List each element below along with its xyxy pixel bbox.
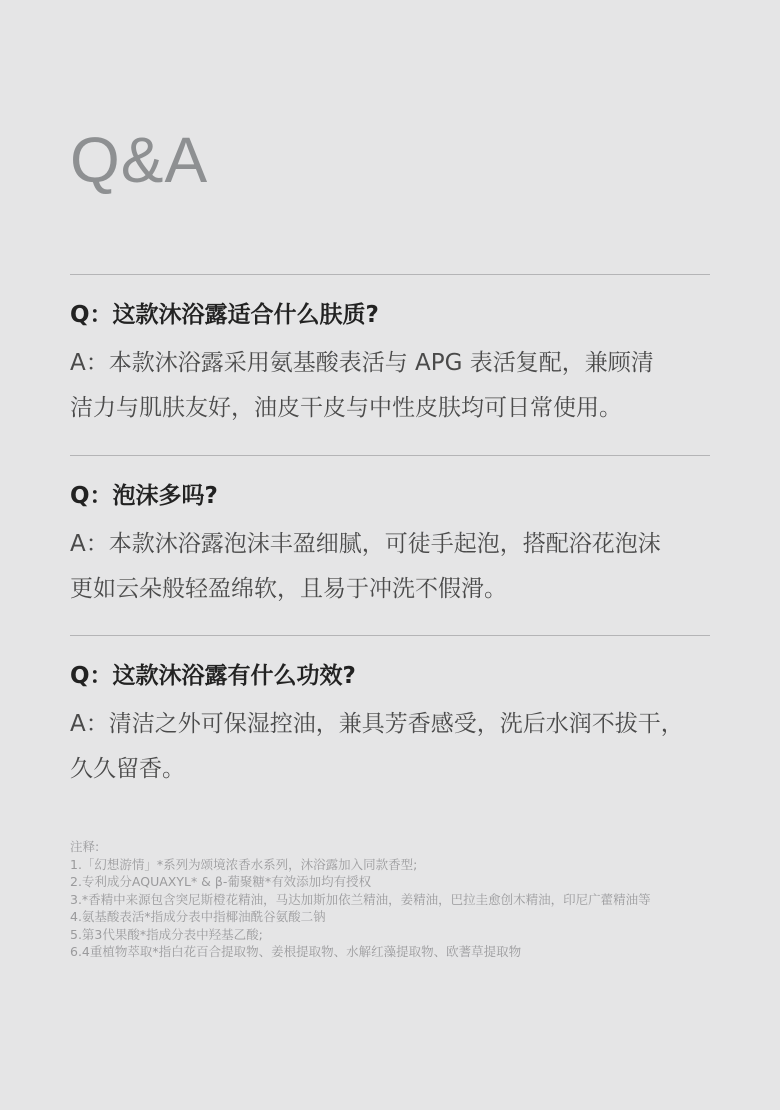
question: Q：这款沐浴露有什么功效? (70, 663, 356, 689)
question: Q：泡沫多吗? (70, 483, 218, 509)
qa-item-skin-type (70, 274, 710, 431)
qa-item-foam (70, 455, 710, 612)
footnote-item: 3.*香精中来源包含突尼斯橙花精油，马达加斯加依兰精油，姜精油，巴拉圭愈创木精油，印尼广藿精油等 (70, 891, 651, 907)
footnote-item: 5.第3代果酸*指成分表中羟基乙酸; (70, 926, 263, 942)
footnote-item: 6.4重植物萃取*指白花百合提取物、姜根提取物、水解红藻提取物、欧蓍草提取物 (70, 944, 522, 959)
answer: A：本款沐浴露采用氨基酸表活与 APG 表活复配，兼顾清 洁力与肌肤友好，油皮干皮与中性皮肤均可日常使用。 (70, 350, 654, 421)
answer: A：本款沐浴露泡沫丰盈细腻，可徒手起泡，搭配浴花泡沫 更如云朵般轻盈绵软，且易于冲洗不假滑。 (70, 531, 661, 602)
answer: A：清洁之外可保湿控油，兼具芳香感受，洗后水润不拔干， 久久留香。 (70, 711, 684, 782)
footnote-item: 2.专利成分AQUAXYL* & β-葡聚糖*有效添加均有授权 (70, 874, 372, 889)
question: Q：这款沐浴露适合什么肤质? (70, 302, 379, 328)
qa-item-efficacy (70, 635, 710, 792)
footnote-item: 1.「幻想游情」*系列为颂境浓香水系列，沐浴露加入同款香型; (70, 856, 418, 872)
footnotes (70, 838, 710, 961)
footnotes-heading: 注释: (70, 839, 100, 854)
footnote-item: 4.氨基酸表活*指成分表中指椰油酰谷氨酸二钠 (70, 909, 326, 924)
page-title: Q&A (70, 124, 209, 196)
